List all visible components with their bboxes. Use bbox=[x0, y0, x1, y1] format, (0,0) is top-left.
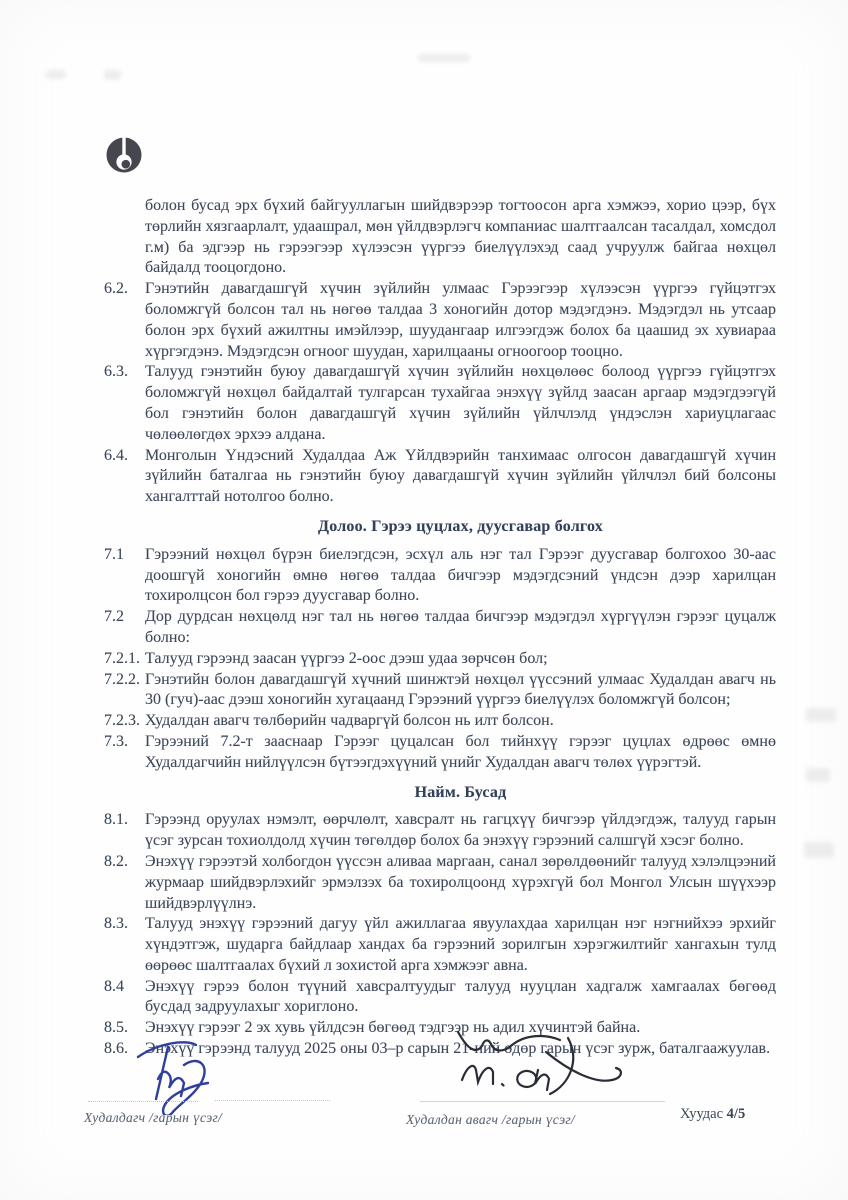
clause-6-1-continuation bbox=[104, 196, 776, 279]
clause-7-2-1 bbox=[104, 649, 776, 670]
clause-text: болон бусад эрх бүхий байгууллагын шийдвэрээр тогтоосон арга хэмжээ, хорио цээр, бүх төрлийн хязгаарлалт, удаашрал, мөн үйлдвэрлэгч компаниас шалтгаалсан тасалдал, хомсдол г.м) ба эдгээр нь гэрээгээр хүлээсэн үүргээ биелүүлэхэд саад учруулж байгаа нөхцөл байдалд тооцогдоно. bbox=[145, 197, 776, 277]
buyer-signature-line bbox=[420, 1101, 665, 1102]
clause-number: 7.2.2. bbox=[104, 670, 140, 688]
clause-number: 8.3. bbox=[104, 915, 128, 933]
clause-text: Талууд энэхүү гэрээний дагуу үйл ажиллагаа явуулахдаа харилцан нэг нэгнийхээ эрхийг хүндэтгэж, шударга байдлаар хандах ба гэрээний зорилгын хэрэгжилтийг хангахын тулд өөрөөс шалтгаалах бүхий л зохистой арга хэмжээг авна. bbox=[145, 915, 776, 974]
seller-signature-label: Худалдагч /гарын үсэг/ bbox=[84, 1110, 223, 1125]
clause-7-1 bbox=[104, 545, 776, 607]
seller-signature bbox=[120, 1035, 240, 1115]
clause-number: 7.2 bbox=[104, 608, 124, 626]
clause-number: 7.2.1. bbox=[104, 649, 140, 667]
clause-8-4 bbox=[104, 977, 776, 1019]
clause-number: 6.4. bbox=[104, 446, 128, 464]
page-number-value: 4/5 bbox=[726, 1106, 746, 1122]
contract-body bbox=[104, 196, 776, 1060]
clause-6-3 bbox=[104, 362, 776, 445]
clause-text: Гэнэтийн болон давагдашгүй хүчний шинжтэй нөхцөл үүссэний улмаас Худалдан авагч нь 30 (гуч)-аас дээш хоногийн хугацаанд Гэрээний үүргээ биелүүлэх боломжгүй болсон; bbox=[145, 670, 776, 709]
clause-number: 8.6. bbox=[104, 1040, 128, 1058]
clause-text: Гэрээний нөхцөл бүрэн биелэгдсэн, эсхүл аль нэг тал Гэрээг дуусгавар болгохоо 30-аас доошгүй хоногийн өмнө нөгөө талдаа бичгээр мэдэгдсэний үндсэн дээр харилцан тохиролцсон бол гэрээ дуусгавар болно. bbox=[145, 545, 776, 605]
clause-number: 6.3. bbox=[104, 363, 128, 381]
seller-signature-line bbox=[215, 1100, 330, 1101]
clause-number: 8.5. bbox=[104, 1019, 128, 1037]
clause-number: 7.1 bbox=[104, 545, 124, 563]
clause-7-2 bbox=[104, 607, 776, 649]
seller-signature-line bbox=[88, 1101, 198, 1102]
clause-text: Гэнэтийн давагдашгүй хүчин зүйлийн улмаас Гэрээгээр хүлээсэн үүргээ гүйцэтгэх боломжгүй болсон тал нь нөгөө талдаа 3 хоногийн дотор мэдэгдэнэ. Мэдэгдэл нь утсаар болон эрх бүхий ажилтны имэйлээр, шуудангаар илгээгдэж болох ба цаашид эх хувиараа хүргэгдэнэ. Мэдэгдсэн огноог шуудан, харилцааны огноогоор тооцно. bbox=[145, 280, 776, 360]
clause-text: Энэхүү гэрээг 2 эх хувь үйлдсэн бөгөөд тэдгээр нь адил хүчинтэй байна. bbox=[145, 1019, 641, 1037]
buyer-signature bbox=[410, 1022, 640, 1110]
section-heading-eight: Найм. Бусад bbox=[414, 783, 507, 801]
scan-smudge bbox=[104, 70, 121, 80]
scan-smudge bbox=[46, 70, 66, 79]
clause-text: Энэхүү гэрээнд талууд 2025 оны 03–р сарын 21-ний өдөр гарын үсэг зурж, баталгаажуулав. bbox=[145, 1040, 771, 1058]
clause-number: 8.2. bbox=[104, 852, 128, 870]
clause-number: 7.3. bbox=[104, 732, 128, 750]
scan-smudge bbox=[418, 54, 470, 62]
clause-text: Талууд гэнэтийн буюу давагдашгүй хүчин зүйлийн нөхцөлөөс болоод үүргээ гүйцэтгэх боломжгүй нөхцөл байдалтай тулгарсан тухайгаа энэхүү зүйлд заасан аргаар мэдэгдээгүй бол гэнэтийн болон давагдашгүй хүчин зүйлийн үйлчлэлд үндэслэн хариуцлагаас чөлөөлөгдөх эрхээ алдана. bbox=[145, 363, 776, 443]
page-number bbox=[680, 1106, 745, 1123]
clause-6-2 bbox=[104, 279, 776, 362]
buyer-signature-label: Худалдан авагч /гарын үсэг/ bbox=[406, 1112, 575, 1127]
company-logo bbox=[104, 136, 144, 184]
clause-number: 6.2. bbox=[104, 280, 128, 298]
clause-number: 8.1. bbox=[104, 811, 128, 829]
clause-8-3 bbox=[104, 914, 776, 976]
clause-text: Гэрээний 7.2-т зааснаар Гэрээг цуцалсан бол тийнхүү гэрээг цуцлах өдрөөс өмнө Худалдагчийн нийлүүлсэн бүтээгдэхүүний үнийг Худалдан авагч төлөх үүрэгтэй. bbox=[145, 732, 776, 771]
clause-7-2-3 bbox=[104, 711, 776, 732]
clause-7-2-2 bbox=[104, 670, 776, 712]
circle-pin-emblem-icon bbox=[104, 136, 144, 184]
clause-8-1 bbox=[104, 810, 776, 852]
page-number-prefix: Хуудас bbox=[680, 1106, 724, 1122]
clause-text: Дор дурдсан нөхцөлд нэг тал нь нөгөө талдаа бичгээр мэдэгдэл хүргүүлэн гэрээг цуцалж болно: bbox=[145, 608, 776, 646]
clause-text: Талууд гэрээнд заасан үүргээ 2-оос дээш удаа зөрчсөн бол; bbox=[145, 649, 548, 667]
section-heading-seven: Долоо. Гэрээ цуцлах, дуусгавар болгох bbox=[318, 517, 603, 535]
scan-smudge bbox=[806, 708, 836, 722]
scan-smudge bbox=[806, 768, 830, 782]
clause-text: Энэхүү гэрээтэй холбогдон үүссэн аливаа маргаан, санал зөрөлдөөнийг талууд хэлэлцээний журмаар шийдвэрлэхийг эрмэлзэх ба тохиролцоонд хүрэхгүй бол Монгол Улсын шүүхээр шийдвэрлүүлнэ. bbox=[145, 852, 776, 912]
scan-smudge bbox=[804, 842, 834, 858]
clause-number: 8.4 bbox=[104, 977, 124, 995]
clause-text: Худалдан авагч төлбөрийн чадваргүй болсон нь илт болсон. bbox=[145, 712, 554, 730]
clause-number: 7.2.3. bbox=[104, 712, 140, 730]
clause-6-4 bbox=[104, 446, 776, 508]
clause-7-3 bbox=[104, 732, 776, 774]
clause-text: Гэрээнд оруулах нэмэлт, өөрчлөлт, хавсралт нь гагцхүү бичгээр үйлдэгдэж, талууд гарын үсэг зурсан тохиолдолд хүчин төгөлдөр болох ба энэхүү гэрээний салшгүй хэсэг болно. bbox=[145, 811, 776, 850]
clause-text: Монголын Үндэсний Худалдаа Аж Үйлдвэрийн танхимаас олгосон давагдашгүй хүчин зүйлийн баталгаа нь гэнэтийн буюу давагдашгүй хүчин зүйлийн үйлчлэл бий болсоны хангалттай нотолгоо болно. bbox=[145, 446, 776, 506]
clause-text: Энэхүү гэрээ болон түүний хавсралтуудыг талууд нууцлан хадгалж хамгаалах бөгөөд бусдад задруулахыг хориглоно. bbox=[145, 977, 776, 1016]
clause-8-2 bbox=[104, 852, 776, 914]
